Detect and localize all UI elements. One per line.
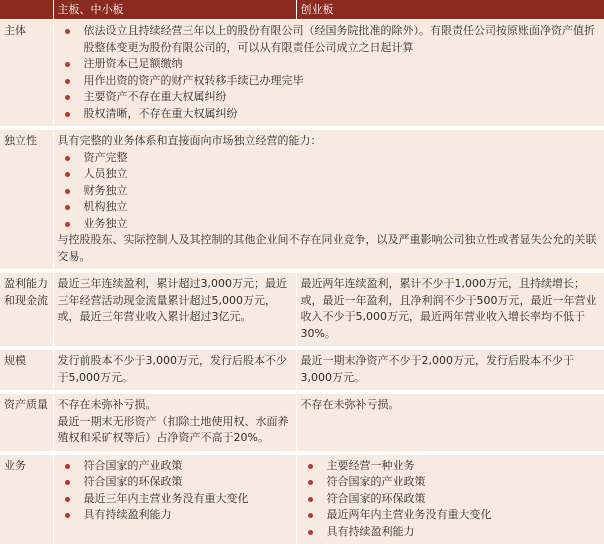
profit-main-cell: 最近三年连续盈利，累计超过3,000万元；最近三年经营活动现金流量累计超过5,000万元，或，最近三年营业收入累计超过3亿元。 — [53, 273, 296, 347]
list-item: 用作出资的资产的财产权转移手续已办理完毕 — [58, 73, 600, 90]
row-label: 主体 — [0, 20, 53, 127]
list-item: 机构独立 — [58, 199, 600, 216]
bullet-icon — [65, 222, 70, 227]
row-independence — [0, 130, 604, 270]
bullet-icon — [308, 464, 313, 469]
business-main-cell — [53, 454, 296, 544]
list-item: 依法设立且持续经营三年以上的股份有限公司（经国务院批准的除外）。有限责任公司按原账面净资产值折股整体变更为股份有限公司的，可以从有限责任公司成立之日起计算 — [58, 23, 600, 56]
independence-intro: 具有完整的业务体系和直接面向市场独立经营的能力： — [57, 134, 322, 147]
bullet-icon — [65, 172, 70, 177]
business-gem-list — [301, 458, 600, 541]
bullet-icon — [65, 464, 70, 469]
header-gem-board: 创业板 — [296, 0, 604, 20]
bullet-icon — [308, 480, 313, 485]
bullet-icon — [308, 513, 313, 518]
scale-main-cell: 发行前股本不少于3,000万元，发行后股本不少于5,000万元。 — [53, 350, 296, 391]
bullet-icon — [65, 29, 70, 34]
independence-outro: 与控股股东、实际控制人及其控制的其他企业间不存在同业竞争，以及严重影响公司独立性或者显失公允的关联交易。 — [57, 233, 597, 263]
assets-main-cell — [53, 394, 296, 451]
list-item: 具有持续盈利能力 — [58, 507, 292, 524]
assets-main-line2: 最近一期末无形资产（扣除土地使用权、水面养殖权和采矿权等后）占净资产不高于20%。 — [57, 414, 289, 444]
header-empty — [0, 0, 53, 20]
bullet-icon — [65, 156, 70, 161]
list-item: 符合国家的产业政策 — [58, 458, 292, 475]
list-item: 业务独立 — [58, 216, 600, 233]
list-item: 资产完整 — [58, 150, 600, 167]
list-item: 股权清晰，不存在重大权属纠纷 — [58, 106, 600, 123]
list-item: 人员独立 — [58, 166, 600, 183]
bullet-icon — [308, 530, 313, 535]
list-item: 符合国家的产业政策 — [301, 474, 600, 491]
bullet-icon — [65, 497, 70, 502]
row-assets — [0, 394, 604, 451]
independence-cell — [53, 130, 604, 270]
subject-cell — [53, 20, 604, 127]
profit-gem-cell: 最近两年连续盈利，累计不少于1,000万元，且持续增长；或，最近一年盈利，且净利润不少于500万元，最近一年营业收入不少于5,000万元，最近两年营业收入增长率均不低于30%。 — [296, 273, 604, 347]
scale-gem-cell: 最近一期末净资产不少于2,000万元，发行后股本不少于3,000万元。 — [296, 350, 604, 391]
list-item: 符合国家的环保政策 — [301, 491, 600, 508]
list-item: 符合国家的环保政策 — [58, 474, 292, 491]
independence-list — [58, 150, 600, 233]
bullet-icon — [308, 497, 313, 502]
bullet-icon — [65, 480, 70, 485]
business-main-list — [58, 458, 292, 524]
bullet-icon — [65, 95, 70, 100]
row-label: 规模 — [0, 350, 53, 391]
row-business — [0, 454, 604, 544]
row-profit — [0, 273, 604, 347]
row-label: 盈利能力和现金流 — [0, 273, 53, 347]
list-item: 最近两年内主营业务没有重大变化 — [301, 507, 600, 524]
list-item: 财务独立 — [58, 183, 600, 200]
assets-main-line1: 不存在未弥补亏损。 — [57, 398, 157, 411]
list-item: 主要经营一种业务 — [301, 458, 600, 475]
list-item: 具有持续盈利能力 — [301, 524, 600, 541]
business-gem-cell — [296, 454, 604, 544]
row-scale — [0, 350, 604, 391]
bullet-icon — [65, 62, 70, 67]
bullet-icon — [65, 189, 70, 194]
bullet-icon — [65, 79, 70, 84]
row-subject — [0, 20, 604, 127]
list-item: 注册资本已足额缴纳 — [58, 56, 600, 73]
row-label: 独立性 — [0, 130, 53, 270]
header-main-board: 主板、中小板 — [53, 0, 296, 20]
list-item: 主要资产不存在重大权属纠纷 — [58, 89, 600, 106]
bullet-icon — [65, 513, 70, 518]
bullet-icon — [65, 112, 70, 117]
assets-gem-cell: 不存在未弥补亏损。 — [296, 394, 604, 451]
row-label: 业务 — [0, 454, 53, 544]
bullet-icon — [65, 205, 70, 210]
subject-list — [58, 23, 600, 122]
list-item: 最近三年内主营业务没有重大变化 — [58, 491, 292, 508]
row-label: 资产质量 — [0, 394, 53, 451]
table-header-row — [0, 0, 604, 20]
